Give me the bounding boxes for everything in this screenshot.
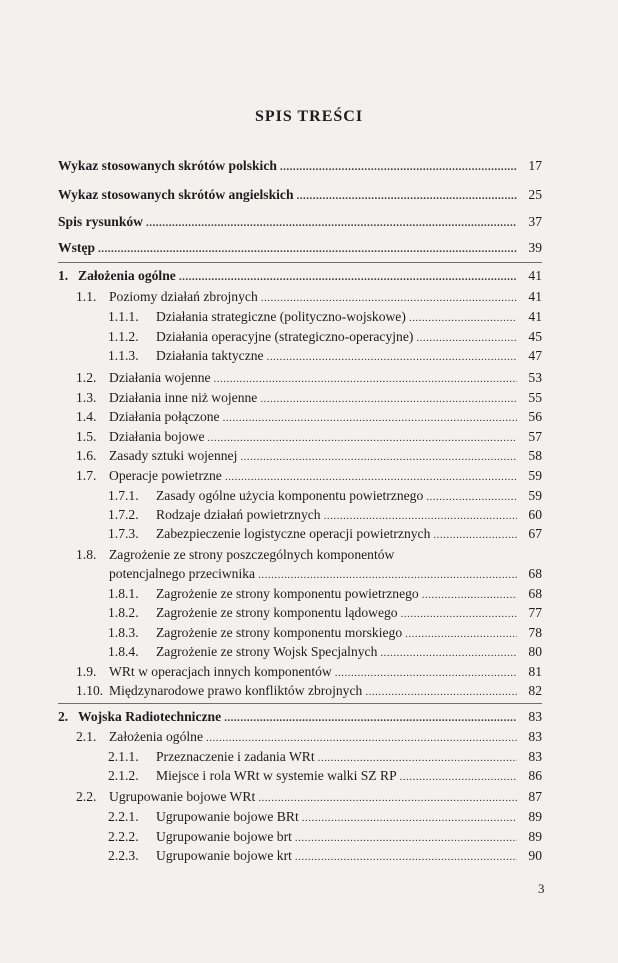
dot-leader [208,428,518,448]
toc-entry-english-abbreviations[interactable] [58,185,542,205]
toc-entry-number: 2.2. [76,789,97,804]
toc-page-number: 41 [528,268,542,283]
dot-leader [223,408,517,428]
dot-leader [302,808,517,828]
toc-entry-title: Spis rysunków [58,214,144,229]
toc-chapter-title: Wojska Radiotechniczne [78,709,222,724]
toc-page-number: 86 [528,768,542,783]
toc-entry-title: Zasady ogólne użycia komponentu powietrznego [156,488,424,503]
toc-entry-number: 1.9. [76,664,97,679]
dot-leader [98,239,517,259]
toc-page-number: 56 [528,409,542,424]
dot-leader [335,663,517,683]
section-divider [58,262,542,263]
toc-entry-number: 2.1.2. [108,768,139,783]
toc-entry-title: Ugrupowanie bojowe krt [156,848,292,863]
toc-page-number: 89 [528,809,542,824]
toc-page-number: 41 [528,289,542,304]
toc-entry-introduction[interactable] [58,238,542,258]
toc-entry-title: Wykaz stosowanych skrótów polskich [58,158,277,173]
toc-page-number: 90 [528,848,542,863]
dot-leader [297,186,517,206]
dot-leader [258,788,517,808]
toc-page-number: 83 [528,749,542,764]
dot-leader [225,467,517,487]
toc-entry-title: Działania taktyczne [156,348,264,363]
toc-entry-number: 1.7. [76,468,97,483]
toc-entry-polish-abbreviations[interactable] [58,156,542,176]
page-title: SPIS TREŚCI [254,108,364,125]
toc-page-number: 81 [528,664,542,679]
toc-entry-title: Ugrupowanie bojowe brt [156,829,292,844]
toc-page-number: 55 [528,390,542,405]
dot-leader [380,643,517,663]
toc-entry-title: Zabezpieczenie logistyczne operacji powietrznych [156,526,431,541]
toc-page-number: 80 [528,644,542,659]
toc-entry-title: Zagrożenie ze strony poszczególnych komponentów [109,547,395,562]
dot-leader [422,585,517,605]
toc-entry[interactable] [108,846,542,866]
dot-leader [400,767,517,787]
toc-entry-number: 1.2. [76,370,97,385]
dot-leader [365,682,517,702]
toc-entry[interactable] [76,407,542,427]
toc-page-number: 78 [528,625,542,640]
toc-entry-number: 1.8.2. [108,605,139,620]
toc-page-number: 25 [528,187,542,202]
toc-entry[interactable] [76,368,542,388]
toc-entry-number: 2.1. [76,729,97,744]
dot-leader [260,389,517,409]
toc-entry-wrapped[interactable] [76,545,394,565]
toc-chapter-1[interactable] [58,266,542,286]
dot-leader [405,624,517,644]
toc-entry[interactable] [76,466,542,486]
toc-entry-title: Działania wojenne [109,370,211,385]
page-number: 3 [538,881,545,896]
toc-page-number: 68 [528,566,542,581]
toc-entry[interactable] [108,307,542,327]
dot-leader [267,347,517,367]
toc-chapter-number: 2. [58,709,69,724]
toc-entry-title: Miejsce i rola WRt w systemie walki SZ RP [156,768,397,783]
toc-entry-title: Przeznaczenie i zadania WRt [156,749,315,764]
toc-entry[interactable] [108,827,542,847]
toc-entry[interactable] [76,681,542,701]
toc-entry-title: Działania operacyjne (strategiczno-operacyjne) [156,329,414,344]
dot-leader [295,847,517,867]
toc-page-number: 82 [528,683,542,698]
toc-entry-title: WRt w operacjach innych komponentów [109,664,332,679]
toc-entry-number: 1.1. [76,289,97,304]
toc-entry[interactable] [108,584,542,604]
toc-entry[interactable] [108,486,542,506]
toc-entry-title: Działania inne niż wojenne [109,390,258,405]
toc-entry[interactable] [76,727,542,747]
toc-page-number: 53 [528,370,542,385]
toc-entry-title: Operacje powietrzne [109,468,222,483]
toc-entry-title: Ugrupowanie bojowe BRt [156,809,299,824]
dot-leader [146,213,517,233]
toc-chapter-2[interactable] [58,707,542,727]
toc-entry-number: 1.8. [76,547,97,562]
toc-entry-figures[interactable] [58,212,542,232]
toc-entry[interactable] [108,642,542,662]
toc-entry-title: Wstęp [58,240,96,255]
toc-page-number: 87 [528,789,542,804]
toc-page-number: 41 [528,309,542,324]
toc-entry-number: 1.1.1. [108,309,139,324]
dot-leader [401,604,517,624]
toc-entry-title-continued: potencjalnego przeciwnika [109,566,256,581]
toc-entry-number: 1.7.2. [108,507,139,522]
toc-entry[interactable] [76,287,542,307]
dot-leader [324,506,517,526]
dot-leader [280,157,517,177]
toc-page-number: 77 [528,605,542,620]
toc-entry-title: Zagrożenie ze strony Wojsk Specjalnych [156,644,378,659]
toc-entry[interactable] [108,524,542,544]
toc-chapter-number: 1. [58,268,69,283]
toc-page-number: 57 [528,429,542,444]
toc-entry-title: Zagrożenie ze strony komponentu morskiego [156,625,403,640]
toc-entry-title: Założenia ogólne [109,729,203,744]
toc-entry-title: Międzynarodowe prawo konfliktów zbrojnych [109,683,363,698]
toc-entry-number: 1.1.2. [108,329,139,344]
dot-leader [261,288,517,308]
toc-page-number: 59 [528,488,542,503]
toc-entry[interactable] [108,346,542,366]
toc-entry-number: 1.7.3. [108,526,139,541]
toc-entry-continuation[interactable] [109,564,542,584]
toc-entry-number: 1.1.3. [108,348,139,363]
toc-entry[interactable] [108,603,542,623]
toc-entry[interactable] [76,446,542,466]
toc-entry-number: 2.2.3. [108,848,139,863]
toc-entry-number: 2.2.2. [108,829,139,844]
toc-entry[interactable] [76,662,542,682]
toc-page-number: 47 [528,348,542,363]
toc-page-number: 68 [528,586,542,601]
dot-leader [295,828,517,848]
toc-entry-number: 2.1.1. [108,749,139,764]
dot-leader [318,748,517,768]
toc-entry-number: 1.6. [76,448,97,463]
toc-entry-number: 1.4. [76,409,97,424]
toc-entry[interactable] [108,623,542,643]
toc-entry-title: Działania połączone [109,409,220,424]
toc-page-number: 45 [528,329,542,344]
dot-leader [179,267,517,287]
toc-entry[interactable] [76,388,542,408]
toc-entry-title: Zagrożenie ze strony komponentu lądowego [156,605,398,620]
dot-leader [258,565,517,585]
toc-entry-title: Zasady sztuki wojennej [109,448,238,463]
dot-leader [224,708,517,728]
dot-leader [206,728,517,748]
toc-entry-title: Działania bojowe [109,429,205,444]
toc-entry[interactable] [108,807,542,827]
toc-page-number: 59 [528,468,542,483]
toc-page-number: 39 [528,240,542,255]
toc-entry-number: 1.8.4. [108,644,139,659]
toc-entry-number: 1.7.1. [108,488,139,503]
toc-entry-number: 1.5. [76,429,97,444]
toc-chapter-title: Założenia ogólne [78,268,176,283]
toc-entry[interactable] [108,505,542,525]
toc-entry[interactable] [76,427,542,447]
toc-entry-title: Działania strategiczne (polityczno-wojskowe) [156,309,406,324]
toc-entry-number: 2.2.1. [108,809,139,824]
toc-page-number: 37 [528,214,542,229]
toc-page-number: 83 [528,729,542,744]
dot-leader [240,447,517,467]
toc-entry-number: 1.10. [76,683,104,698]
toc-page-number: 17 [528,158,542,173]
toc-entry-title: Rodzaje działań powietrznych [156,507,321,522]
toc-entry[interactable] [108,327,542,347]
dot-leader [426,487,517,507]
toc-entry-number: 1.8.1. [108,586,139,601]
toc-entry-number: 1.8.3. [108,625,139,640]
toc-page-number: 60 [528,507,542,522]
dot-leader [409,308,517,328]
toc-entry-title: Poziomy działań zbrojnych [109,289,258,304]
toc-entry-title: Zagrożenie ze strony komponentu powietrznego [156,586,419,601]
toc-entry[interactable] [76,787,542,807]
dot-leader [433,525,517,545]
toc-page-number: 83 [528,709,542,724]
toc-entry[interactable] [108,747,542,767]
toc-page-number: 67 [528,526,542,541]
dot-leader [416,328,517,348]
toc-page-number: 89 [528,829,542,844]
toc-entry[interactable] [108,766,542,786]
toc-page-number: 58 [528,448,542,463]
toc-entry-title: Wykaz stosowanych skrótów angielskich [58,187,294,202]
section-divider [58,703,542,704]
toc-entry-number: 1.3. [76,390,97,405]
toc-entry-title: Ugrupowanie bojowe WRt [109,789,256,804]
dot-leader [214,369,517,389]
